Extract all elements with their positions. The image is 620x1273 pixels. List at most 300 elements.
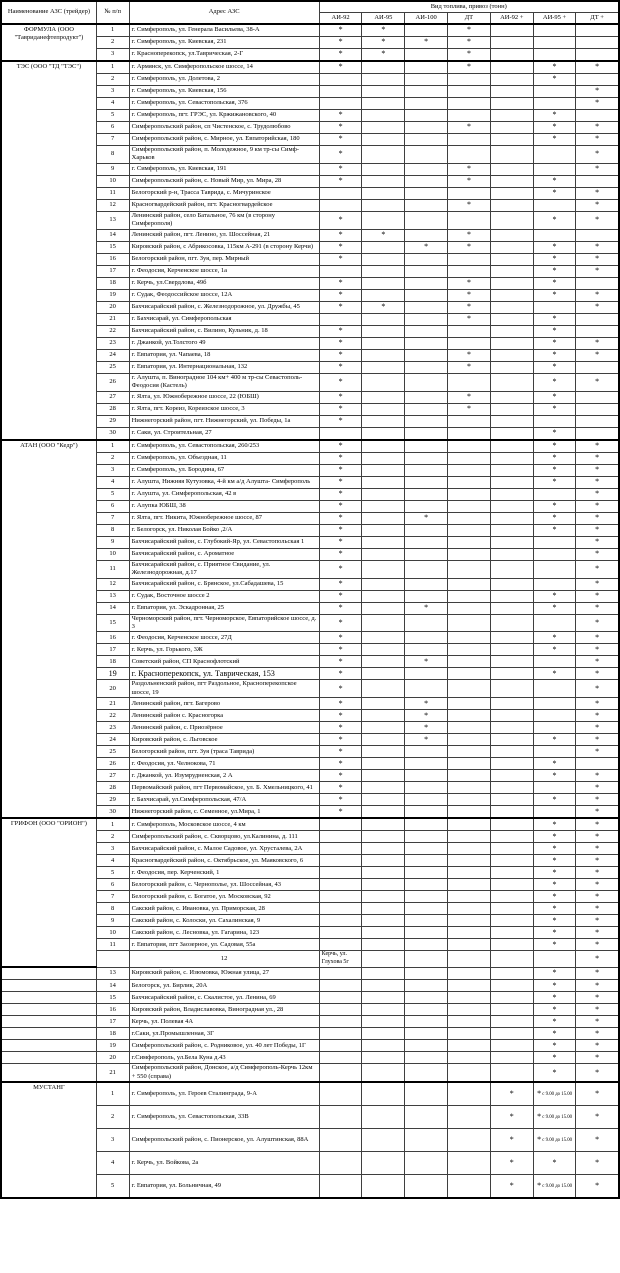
- fuel-cell-ДТ +: [576, 967, 619, 980]
- row-number-cell: 16: [96, 253, 129, 265]
- fuel-cell-АИ-92 +: [490, 831, 533, 843]
- fuel-cell-АИ-95: [362, 415, 405, 427]
- fuel-cell-ДТ: [448, 967, 491, 980]
- address-cell: Симферопольский район, Донское, а/д Симферополь-Керчь 12км + 550 (справа): [129, 1064, 319, 1082]
- fuel-cell-АИ-95 +: [533, 110, 576, 122]
- fuel-cell-ДТ: [448, 758, 491, 770]
- fuel-cell-АИ-95 +: [533, 289, 576, 301]
- fuel-cell-АИ-95 +: [533, 349, 576, 361]
- address-cell: г. Симферополь, ул. Севастопольская, 376: [129, 98, 319, 110]
- fuel-cell-АИ-95 +: [533, 199, 576, 211]
- fuel-cell-ДТ +: [576, 1004, 619, 1016]
- fuel-cell-АИ-92: [319, 1064, 362, 1082]
- star-mark: *: [552, 215, 557, 225]
- star-mark: *: [338, 278, 343, 288]
- trader-cell-empty: [1, 1064, 96, 1082]
- star-mark: *: [466, 362, 471, 372]
- fuel-cell-АИ-92: [319, 163, 362, 175]
- fuel-cell-ДТ +: [576, 199, 619, 211]
- fuel-cell-АИ-92: [319, 698, 362, 710]
- fuel-cell-ДТ: [448, 86, 491, 98]
- fuel-cell-АИ-95 +: [533, 403, 576, 415]
- fuel-cell-АИ-100: [405, 337, 448, 349]
- star-mark: *: [595, 350, 600, 360]
- fuel-cell-АИ-92: [319, 951, 362, 968]
- fuel-cell-ДТ: [448, 903, 491, 915]
- fuel-cell-ДТ: [448, 241, 491, 253]
- fuel-cell-АИ-92: [319, 500, 362, 512]
- fuel-cell-АИ-100: [405, 301, 448, 313]
- fuel-cell-ДТ: [448, 313, 491, 325]
- star-mark: *: [537, 1112, 542, 1121]
- row-number-cell: 11: [96, 939, 129, 951]
- row-number-cell: 2: [96, 452, 129, 464]
- fuel-cell-АИ-95: [362, 722, 405, 734]
- fuel-cell-ДТ +: [576, 98, 619, 110]
- fuel-cell-АИ-95: [362, 758, 405, 770]
- fuel-cell-АИ-92 +: [490, 1004, 533, 1016]
- star-mark: *: [595, 1016, 600, 1026]
- fuel-cell-АИ-95 +: [533, 548, 576, 560]
- fuel-cell-АИ-92: [319, 37, 362, 49]
- fuel-cell-АИ-95: [362, 241, 405, 253]
- star-mark: *: [338, 632, 343, 642]
- fuel-cell-АИ-92: [319, 927, 362, 939]
- row-number-cell: 24: [96, 349, 129, 361]
- fuel-cell-АИ-100: [405, 488, 448, 500]
- fuel-cell-АИ-92: [319, 146, 362, 164]
- fuel-cell-АИ-92: [319, 403, 362, 415]
- fuel-cell-АИ-92: [319, 536, 362, 548]
- star-mark: *: [381, 37, 386, 47]
- fuel-cell-АИ-95 +: [533, 415, 576, 427]
- fuel-cell-АИ-92: [319, 903, 362, 915]
- fuel-cell-ДТ +: [576, 74, 619, 86]
- fuel-cell-АИ-92: [319, 548, 362, 560]
- fuel-cell-ДТ: [448, 992, 491, 1004]
- star-mark: *: [595, 1052, 600, 1062]
- fuel-cell-ДТ +: [576, 524, 619, 536]
- fuel-cell-ДТ +: [576, 500, 619, 512]
- star-mark: *: [338, 512, 343, 522]
- fuel-cell-АИ-92 +: [490, 277, 533, 289]
- star-mark: *: [338, 794, 343, 804]
- fuel-cell-АИ-100: [405, 951, 448, 968]
- fuel-cell-АИ-92 +: [490, 951, 533, 968]
- fuel-cell-АИ-95 +: [533, 1028, 576, 1040]
- fuel-cell-АИ-95 +: [533, 794, 576, 806]
- address-cell: Кировский район, с. Льговское: [129, 734, 319, 746]
- fuel-cell-ДТ +: [576, 632, 619, 644]
- fuel-cell-АИ-92 +: [490, 440, 533, 453]
- star-mark: *: [338, 770, 343, 780]
- star-mark: *: [552, 602, 557, 612]
- fuel-cell-АИ-95: [362, 488, 405, 500]
- row-number-cell: 2: [96, 37, 129, 49]
- address-cell: Белогорск, ул. Бирлик, 20А: [129, 980, 319, 992]
- fuel-cell-АИ-92: [319, 277, 362, 289]
- fuel-cell-АИ-95 +: [533, 241, 576, 253]
- fuel-cell-ДТ: [448, 49, 491, 62]
- star-mark: *: [338, 134, 343, 144]
- address-cell: г. Керчь, ул.Свердлова, 49б: [129, 277, 319, 289]
- star-mark: *: [595, 524, 600, 534]
- header-fuel-ai92: АИ-92: [319, 13, 362, 25]
- fuel-cell-АИ-92: [319, 187, 362, 199]
- star-mark: *: [466, 302, 471, 312]
- row-number-cell: 25: [96, 746, 129, 758]
- fuel-cell-АИ-100: [405, 746, 448, 758]
- fuel-cell-АИ-95: [362, 37, 405, 49]
- fuel-cell-ДТ: [448, 710, 491, 722]
- star-mark: *: [595, 806, 600, 816]
- star-mark: *: [595, 302, 600, 312]
- fuel-cell-ДТ +: [576, 867, 619, 879]
- fuel-cell-АИ-100: [405, 403, 448, 415]
- address-cell: г. Феодосия, Керченское шоссе, 27Д: [129, 632, 319, 644]
- fuel-cell-АИ-92: [319, 782, 362, 794]
- fuel-cell-АИ-100: [405, 758, 448, 770]
- row-number-cell: 26: [96, 373, 129, 391]
- fuel-cell-ДТ: [448, 440, 491, 453]
- row-number-cell: 2: [96, 1106, 129, 1129]
- fuel-cell-ДТ: [448, 602, 491, 614]
- star-mark: *: [466, 176, 471, 186]
- fuel-cell-АИ-92: [319, 1016, 362, 1028]
- star-mark: *: [381, 25, 386, 35]
- row-number-cell: 6: [96, 122, 129, 134]
- fuel-cell-АИ-95: [362, 614, 405, 632]
- row-number-cell: 18: [96, 277, 129, 289]
- row-number-cell: 19: [96, 289, 129, 301]
- fuel-cell-ДТ +: [576, 980, 619, 992]
- star-mark: *: [552, 464, 557, 474]
- fuel-cell-АИ-92: [319, 560, 362, 578]
- row-number-cell: 19: [96, 668, 129, 680]
- fuel-cell-АИ-95 +: [533, 722, 576, 734]
- fuel-cell-АИ-92: [319, 644, 362, 656]
- fuel-cell-АИ-95 +: [533, 337, 576, 349]
- fuel-cell-АИ-95 +: [533, 361, 576, 373]
- fuel-cell-АИ-92 +: [490, 770, 533, 782]
- fuel-cell-АИ-95: [362, 980, 405, 992]
- fuel-cell-ДТ: [448, 24, 491, 37]
- fuel-cell-АИ-95: [362, 951, 405, 968]
- fuel-cell-АИ-92: [319, 602, 362, 614]
- fuel-cell-ДТ: [448, 146, 491, 164]
- fuel-cell-АИ-95: [362, 770, 405, 782]
- fuel-cell-ДТ: [448, 644, 491, 656]
- star-mark: *: [595, 62, 600, 72]
- address-cell: г. Алушта, ул. Симферопольская, 42 в: [129, 488, 319, 500]
- fuel-cell-АИ-95 +: [533, 24, 576, 37]
- star-mark: *: [595, 578, 600, 588]
- fuel-cell-АИ-100: [405, 1064, 448, 1082]
- fuel-cell-АИ-95 +: [533, 427, 576, 440]
- fuel-cell-ДТ +: [576, 476, 619, 488]
- fuel-cell-ДТ +: [576, 668, 619, 680]
- fuel-cell-ДТ +: [576, 644, 619, 656]
- time-restriction-note: с 9.00 до 15.00: [541, 1138, 573, 1143]
- star-mark: *: [595, 915, 600, 925]
- fuel-cell-АИ-100: [405, 680, 448, 698]
- fuel-cell-ДТ: [448, 578, 491, 590]
- fuel-cell-ДТ +: [576, 939, 619, 951]
- fuel-cell-АИ-100: [405, 1052, 448, 1064]
- fuel-cell-АИ-95 +: [533, 1016, 576, 1028]
- fuel-cell-АИ-95 +: [533, 301, 576, 313]
- fuel-cell-АИ-100: [405, 110, 448, 122]
- star-mark: *: [552, 338, 557, 348]
- fuel-cell-АИ-92: [319, 915, 362, 927]
- fuel-cell-АИ-95 +: [533, 758, 576, 770]
- fuel-cell-АИ-100: [405, 74, 448, 86]
- fuel-cell-АИ-95: [362, 903, 405, 915]
- fuel-cell-АИ-95 +: [533, 265, 576, 277]
- header-fuel-ai100: АИ-100: [405, 13, 448, 25]
- fuel-cell-АИ-95 +: [533, 614, 576, 632]
- row-number-cell: 13: [96, 590, 129, 602]
- fuel-cell-АИ-95 +: [533, 1082, 576, 1106]
- row-number-cell: 5: [96, 867, 129, 879]
- fuel-cell-ДТ +: [576, 734, 619, 746]
- fuel-cell-АИ-95 +: [533, 782, 576, 794]
- trader-cell-empty: [1, 992, 96, 1004]
- address-cell: Нижнегорский район, пгт. Нижнегорский, ул. Победы, 1а: [129, 415, 319, 427]
- fuel-cell-АИ-92 +: [490, 61, 533, 74]
- fuel-cell-АИ-95 +: [533, 831, 576, 843]
- fuel-cell-АИ-95: [362, 187, 405, 199]
- fuel-cell-АИ-100: [405, 361, 448, 373]
- star-mark: *: [338, 49, 343, 59]
- fuel-cell-АИ-92: [319, 939, 362, 951]
- fuel-cell-ДТ: [448, 818, 491, 831]
- row-number-cell: 13: [96, 211, 129, 229]
- fuel-cell-ДТ +: [576, 265, 619, 277]
- time-restriction-note: с 9.00 до 15.00: [541, 1115, 573, 1120]
- fuel-cell-АИ-92 +: [490, 656, 533, 668]
- fuel-cell-ДТ +: [576, 403, 619, 415]
- trader-cell: ТЭС (ООО "ТД "ТЭС"): [1, 61, 96, 440]
- fuel-cell-АИ-100: [405, 1040, 448, 1052]
- row-number-cell: 9: [96, 163, 129, 175]
- star-mark: *: [466, 350, 471, 360]
- fuel-cell-АИ-95: [362, 698, 405, 710]
- fuel-cell-АИ-92 +: [490, 903, 533, 915]
- star-mark: *: [338, 806, 343, 816]
- fuel-cell-АИ-100: [405, 253, 448, 265]
- fuel-cell-ДТ +: [576, 1040, 619, 1052]
- star-mark: *: [552, 134, 557, 144]
- star-mark: *: [595, 536, 600, 546]
- star-mark: *: [552, 314, 557, 324]
- fuel-cell-АИ-95 +: [533, 602, 576, 614]
- fuel-cell-АИ-95: [362, 512, 405, 524]
- fuel-cell-ДТ +: [576, 806, 619, 819]
- address-cell: Симферопольский район, с. Пионерское, ул. Алуштинская, 88А: [129, 1129, 319, 1152]
- fuel-cell-АИ-95: [362, 1082, 405, 1106]
- star-mark: *: [509, 1089, 514, 1098]
- fuel-cell-АИ-92 +: [490, 632, 533, 644]
- fuel-cell-АИ-92: [319, 794, 362, 806]
- star-mark: *: [338, 338, 343, 348]
- star-mark: *: [338, 176, 343, 186]
- star-mark: *: [595, 266, 600, 276]
- address-cell: Ленинский район, с. Приозёрное: [129, 722, 319, 734]
- star-mark: *: [595, 563, 600, 573]
- fuel-cell-АИ-95 +: [533, 806, 576, 819]
- fuel-cell-ДТ: [448, 37, 491, 49]
- fuel-cell-АИ-95: [362, 794, 405, 806]
- star-mark: *: [537, 1089, 542, 1098]
- address-cell: г. Феодосия, Керченское шоссе, 1а: [129, 265, 319, 277]
- fuel-cell-АИ-95 +: [533, 1004, 576, 1016]
- fuel-cell-АИ-92: [319, 98, 362, 110]
- star-mark: *: [552, 632, 557, 642]
- trader-cell-empty: [1, 1004, 96, 1016]
- star-mark: *: [552, 980, 557, 990]
- fuel-cell-ДТ +: [576, 24, 619, 37]
- fuel-cell-АИ-92 +: [490, 710, 533, 722]
- fuel-cell-АИ-100: [405, 199, 448, 211]
- fuel-cell-АИ-92: [319, 373, 362, 391]
- star-mark: *: [595, 149, 600, 159]
- star-mark: *: [338, 164, 343, 174]
- address-cell: г. Красноперекопск, ул.Таврическая, 2-Г: [129, 49, 319, 62]
- fuel-cell-АИ-92 +: [490, 122, 533, 134]
- star-mark: *: [595, 86, 600, 96]
- fuel-cell-ДТ +: [576, 903, 619, 915]
- address-cell: Бахчисарайский район, с. Железнодорожное, ул. Дружбы, 45: [129, 301, 319, 313]
- star-mark: *: [338, 254, 343, 264]
- fuel-cell-ДТ +: [576, 578, 619, 590]
- star-mark: *: [552, 1158, 557, 1167]
- address-cell: Черноморский район, пгт. Черноморское, Евпаторийское шоссе, д. 3: [129, 614, 319, 632]
- fuel-cell-АИ-95: [362, 265, 405, 277]
- star-mark: *: [466, 278, 471, 288]
- fuel-cell-АИ-100: [405, 843, 448, 855]
- star-mark: *: [595, 794, 600, 804]
- fuel-cell-АИ-100: [405, 1129, 448, 1152]
- fuel-cell-АИ-92 +: [490, 782, 533, 794]
- fuel-cell-АИ-95: [362, 211, 405, 229]
- fuel-cell-АИ-92 +: [490, 818, 533, 831]
- fuel-cell-ДТ: [448, 476, 491, 488]
- fuel-cell-АИ-100: [405, 289, 448, 301]
- address-cell: Красногвардейский район, с. Октябрьское, ул. Маяковского, 6: [129, 855, 319, 867]
- fuel-cell-АИ-100: [405, 710, 448, 722]
- star-mark: *: [595, 440, 600, 450]
- fuel-cell-АИ-100: [405, 373, 448, 391]
- header-fuel-group: Вид топлива, привоз (тонн): [319, 1, 619, 13]
- row-number-cell: 2: [96, 74, 129, 86]
- star-mark: *: [595, 939, 600, 949]
- fuel-cell-АИ-92 +: [490, 452, 533, 464]
- fuel-cell-АИ-92: [319, 524, 362, 536]
- fuel-cell-АИ-92: [319, 415, 362, 427]
- fuel-cell-ДТ: [448, 590, 491, 602]
- row-number-cell: 10: [96, 175, 129, 187]
- fuel-cell-АИ-92 +: [490, 891, 533, 903]
- fuel-cell-ДТ: [448, 867, 491, 879]
- star-mark: *: [595, 464, 600, 474]
- fuel-cell-АИ-95 +: [533, 855, 576, 867]
- star-mark: *: [338, 758, 343, 768]
- row-number-cell: 3: [96, 86, 129, 98]
- star-mark: *: [595, 891, 600, 901]
- table-row: [1, 440, 619, 453]
- fuel-cell-АИ-92 +: [490, 49, 533, 62]
- fuel-cell-АИ-92: [319, 590, 362, 602]
- star-mark: *: [552, 903, 557, 913]
- fuel-cell-АИ-92: [319, 289, 362, 301]
- fuel-cell-АИ-100: [405, 831, 448, 843]
- fuel-cell-АИ-92 +: [490, 992, 533, 1004]
- star-mark: *: [552, 1016, 557, 1026]
- fuel-cell-ДТ: [448, 1082, 491, 1106]
- fuel-cell-АИ-92: [319, 361, 362, 373]
- star-mark: *: [552, 968, 557, 978]
- fuel-cell-ДТ: [448, 361, 491, 373]
- fuel-cell-АИ-95 +: [533, 229, 576, 241]
- trader-cell-empty: [1, 1040, 96, 1052]
- fuel-cell-АИ-95 +: [533, 927, 576, 939]
- fuel-cell-АИ-95 +: [533, 903, 576, 915]
- fuel-cell-АИ-92 +: [490, 313, 533, 325]
- address-cell: г. Симферополь, пгт. ГРЭС, ул. Кржижановского, 40: [129, 110, 319, 122]
- row-number-cell: 13: [96, 967, 129, 980]
- star-mark: *: [338, 376, 343, 386]
- fuel-cell-АИ-100: [405, 602, 448, 614]
- star-mark: *: [595, 867, 600, 877]
- fuel-cell-ДТ: [448, 211, 491, 229]
- row-number-cell: 2: [96, 831, 129, 843]
- fuel-cell-АИ-92: [319, 391, 362, 403]
- fuel-cell-ДТ: [448, 668, 491, 680]
- fuel-cell-АИ-95 +: [533, 211, 576, 229]
- star-mark: *: [552, 176, 557, 186]
- table-row: [1, 1064, 619, 1082]
- fuel-cell-АИ-100: [405, 548, 448, 560]
- fuel-cell-ДТ +: [576, 746, 619, 758]
- star-mark: *: [552, 376, 557, 386]
- star-mark: *: [595, 746, 600, 756]
- fuel-cell-АИ-95 +: [533, 1040, 576, 1052]
- fuel-cell-АИ-95: [362, 199, 405, 211]
- fuel-cell-АИ-92: [319, 831, 362, 843]
- fuel-cell-АИ-95: [362, 175, 405, 187]
- fuel-cell-ДТ: [448, 548, 491, 560]
- star-mark: *: [595, 98, 600, 108]
- fuel-cell-АИ-92 +: [490, 698, 533, 710]
- fuel-cell-ДТ: [448, 614, 491, 632]
- fuel-cell-АИ-95 +: [533, 277, 576, 289]
- fuel-cell-АИ-95: [362, 734, 405, 746]
- fuel-cell-АИ-95 +: [533, 590, 576, 602]
- fuel-cell-АИ-92 +: [490, 967, 533, 980]
- fuel-cell-АИ-92 +: [490, 578, 533, 590]
- fuel-cell-АИ-92 +: [490, 325, 533, 337]
- fuel-cell-АИ-100: [405, 536, 448, 548]
- trader-cell: ФОРМУЛА (ООО "Тавриданефтепродукт"): [1, 24, 96, 61]
- fuel-cell-АИ-95: [362, 500, 405, 512]
- fuel-cell-ДТ: [448, 1052, 491, 1064]
- fuel-cell-ДТ: [448, 1040, 491, 1052]
- fuel-cell-АИ-92: [319, 199, 362, 211]
- star-mark: *: [595, 1040, 600, 1050]
- fuel-cell-АИ-95: [362, 806, 405, 819]
- address-cell: Симферопольский район, с. Родниковое, ул. 40 лет Победы, 1Г: [129, 1040, 319, 1052]
